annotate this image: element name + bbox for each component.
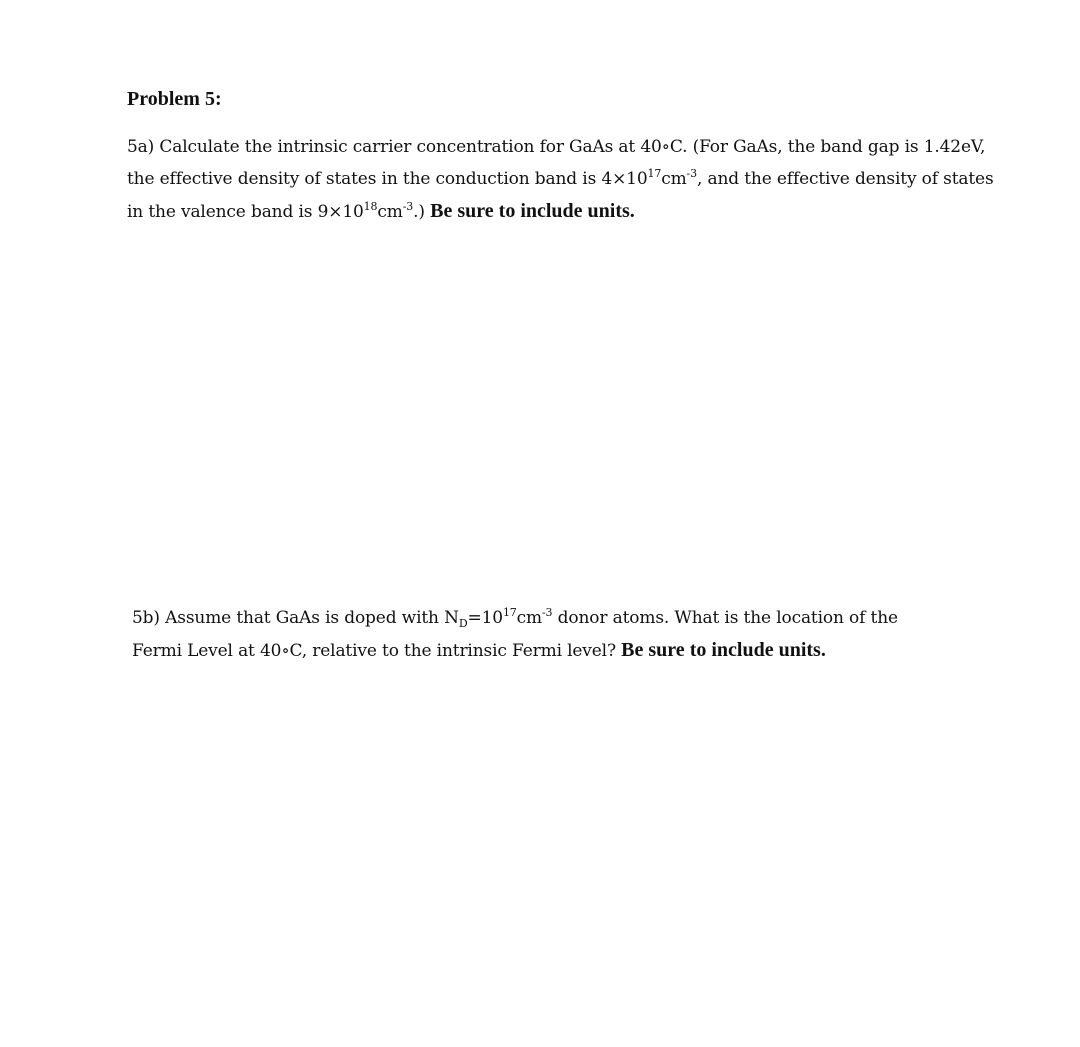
part-a-line-2-rest: , and the effective density of states [696,169,994,189]
part-b-line-1 [132,602,1062,634]
part-b-line-2 [132,634,1062,667]
part-a-line-2 [127,163,1067,195]
donor-exponent: 17 [502,606,517,619]
part-b-units-reminder: Be sure to include units. [621,639,826,661]
part-a-line-3 [127,195,1067,228]
part-b-line-1-rest: donor atoms. What is the location of the [552,608,898,628]
part-a-units-reminder: Be sure to include units. [430,200,635,222]
donor-equals: =10 [467,608,503,628]
part-b-line-1-text: 5b) Assume that GaAs is doped with N [132,608,459,628]
conduction-unit: cm [661,169,687,189]
part-b-question [132,602,1062,667]
part-a-line-1: 5a) Calculate the intrinsic carrier concentration for GaAs at 40∘C. (For GaAs, the band gap is 1.42eV, [127,137,986,157]
conduction-exponent: 17 [647,167,662,180]
problem-heading: Problem 5: [127,88,222,110]
donor-unit-exponent: -3 [541,606,553,619]
conduction-unit-exponent: -3 [686,167,697,180]
donor-subscript: D [458,617,468,630]
part-a-line-3-rest: .) [413,202,431,222]
valence-unit-exponent: -3 [402,200,414,213]
valence-unit: cm [377,202,403,222]
donor-unit: cm [516,608,542,628]
part-a-line-2-text: the effective density of states in the conduction band is 4×10 [127,169,648,189]
part-a-line-3-text: in the valence band is 9×10 [127,202,364,222]
part-b-line-2-text: Fermi Level at 40∘C, relative to the intrinsic Fermi level? [132,641,622,661]
valence-exponent: 18 [363,200,378,213]
part-a-question [127,131,1067,228]
